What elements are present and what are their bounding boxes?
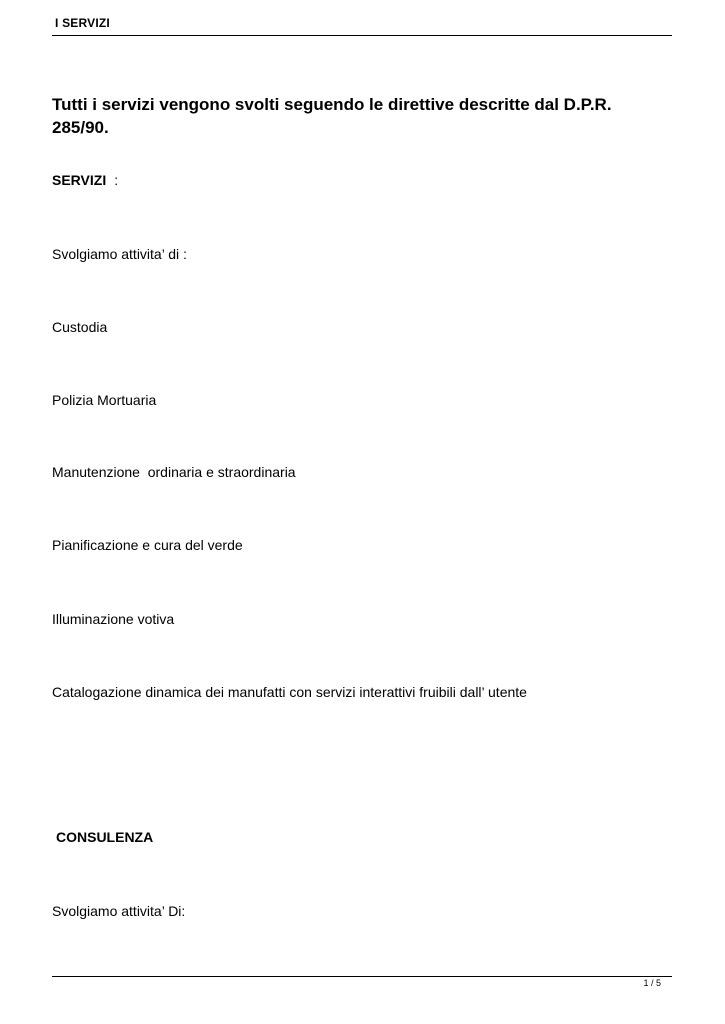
intro-heading: Tutti i servizi vengono svolti seguendo le direttive descritte dal D.P.R. 285/90. — [52, 95, 612, 137]
servizi-item-custodia: Custodia — [52, 319, 108, 335]
servizi-item-manutenzione: Manutenzione ordinaria e straordinaria — [52, 464, 296, 480]
servizi-item-illuminazione: Illuminazione votiva — [52, 611, 175, 627]
servizi-item-catalogazione: Catalogazione dinamica dei manufatti con servizi interattivi fruibili dall’ utente — [52, 684, 527, 700]
header-title: I SERVIZI — [55, 16, 110, 30]
consulenza-section-label: CONSULENZA — [56, 829, 154, 845]
servizi-label: SERVIZI — [52, 172, 107, 188]
consulenza-lead: Svolgiamo attivita’ Di: — [52, 903, 186, 919]
servizi-colon: : — [114, 172, 119, 188]
header-divider — [52, 35, 672, 36]
servizi-lead: Svolgiamo attivita’ di : — [52, 246, 187, 262]
footer-divider — [52, 976, 672, 977]
servizi-item-verde: Pianificazione e cura del verde — [52, 537, 243, 553]
servizi-section-label — [52, 172, 118, 188]
page-number: 1 / 5 — [643, 978, 661, 988]
servizi-item-polizia-mortuaria: Polizia Mortuaria — [52, 392, 157, 408]
